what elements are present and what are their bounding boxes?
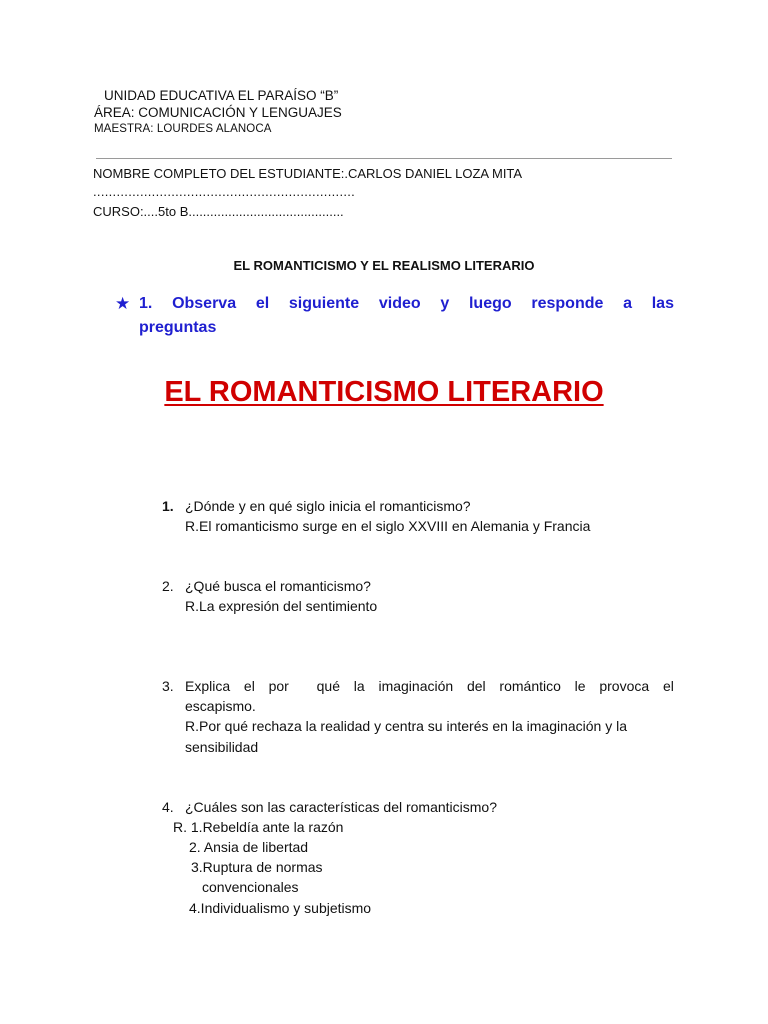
instruction-word: luego [468, 295, 512, 312]
instruction-word: a [623, 295, 633, 312]
instruction-word: y [440, 295, 450, 312]
q3-word: el [662, 678, 674, 694]
q3-word: del [466, 678, 486, 694]
instruction-word: el [255, 295, 270, 312]
q1-question: ¿Dónde y en qué siglo inicia el romanticismo? [185, 498, 471, 514]
q1-number: 1. [162, 498, 174, 514]
teacher-line: MAESTRA: LOURDES ALANOCA [94, 123, 272, 135]
q4-answer-line: 3.Ruptura de normas [191, 859, 323, 875]
q3-word: Explica [185, 678, 231, 694]
student-name-line: NOMBRE COMPLETO DEL ESTUDIANTE:.CARLOS DANIEL LOZA MITA [93, 166, 523, 181]
instruction-word: Observa [172, 295, 237, 312]
instruction-word: video [378, 295, 421, 312]
instruction-line-2: preguntas [139, 319, 217, 336]
q3-word: imaginación [378, 678, 454, 694]
q4-answer-line: convencionales [202, 879, 299, 895]
course-line: CURSO:....5to B........................................... [93, 204, 344, 219]
q3-word: la [353, 678, 365, 694]
school-name: UNIDAD EDUCATIVA EL PARAÍSO “B” [104, 88, 339, 103]
q1-answer: R.El romanticismo surge en el siglo XXVIII en Alemania y Francia [185, 518, 591, 534]
q3-answer-line-1: R.Por qué rechaza la realidad y centra su interés en la imaginación y la [185, 718, 628, 734]
instruction-line-1 [139, 295, 674, 313]
instruction-word: siguiente [288, 295, 360, 312]
q4-question: ¿Cuáles son las características del romanticismo? [185, 799, 498, 815]
q3-number: 3. [162, 678, 174, 694]
q4-answer-line: 4.Individualismo y subjetismo [189, 900, 372, 916]
q2-question: ¿Qué busca el romanticismo? [185, 578, 371, 594]
star-icon: ★ [115, 294, 131, 313]
q4-answer-line: R. 1.Rebeldía ante la razón [173, 819, 344, 835]
q3-question-line-2: escapismo. [185, 698, 256, 714]
area-line: ÁREA: COMUNICACIÓN Y LENGUAJES [94, 105, 342, 120]
q3-word: le [574, 678, 586, 694]
q3-word: por [268, 678, 289, 694]
q2-answer: R.La expresión del sentimiento [185, 598, 378, 614]
q4-answer-line: 2. Ansia de libertad [189, 839, 309, 855]
q3-answer-line-2: sensibilidad [185, 739, 259, 755]
dotted-line: ................................................................... [93, 184, 356, 199]
instruction-word: responde [531, 295, 604, 312]
instruction-word: 1. [139, 295, 153, 312]
q3-word: provoca [599, 678, 650, 694]
q3-word: el [243, 678, 255, 694]
header-divider [96, 158, 672, 159]
q3-word: qué [316, 678, 340, 694]
q2-number: 2. [162, 578, 174, 594]
main-title: EL ROMANTICISMO LITERARIO [164, 376, 604, 408]
q3-word: romántico [499, 678, 561, 694]
q4-number: 4. [162, 799, 174, 815]
instruction-word: las [651, 295, 674, 312]
q3-question-line-1 [185, 678, 674, 694]
document-subtitle: EL ROMANTICISMO Y EL REALISMO LITERARIO [233, 258, 535, 273]
